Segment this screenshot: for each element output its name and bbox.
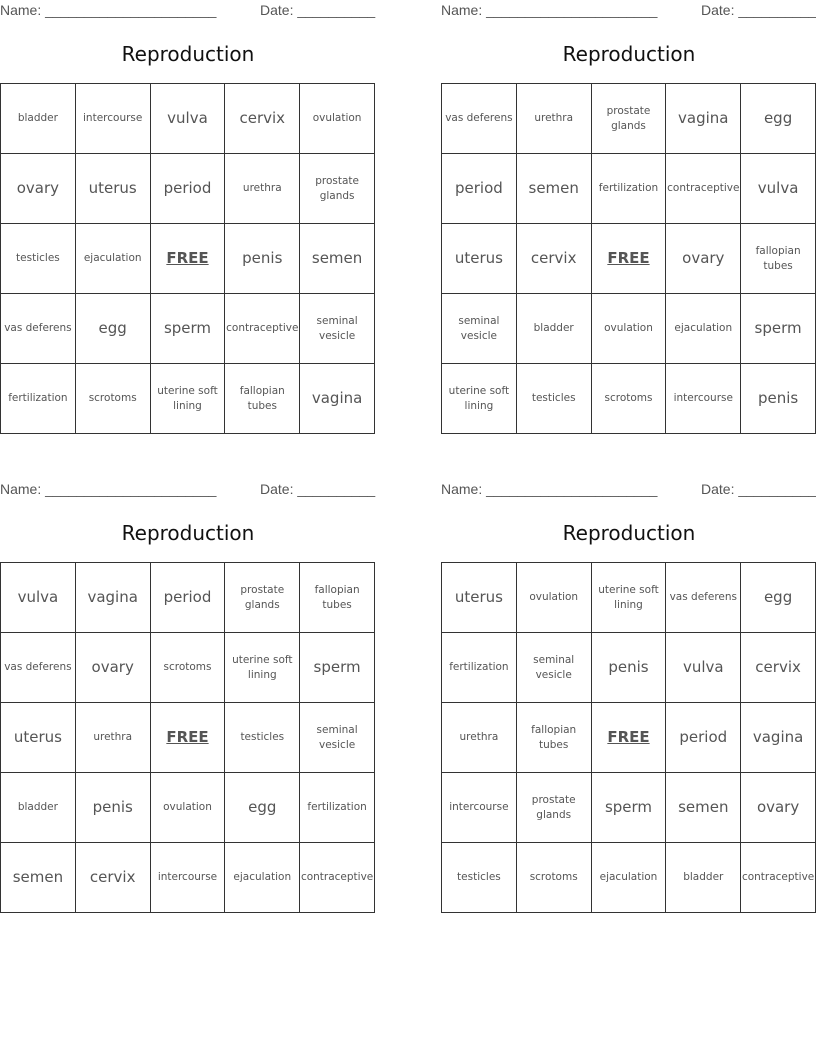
bingo-cell[interactable]: vas deferens — [666, 563, 741, 633]
bingo-cell[interactable]: period — [151, 154, 226, 224]
bingo-cell[interactable]: seminal vesicle — [300, 294, 375, 364]
bingo-card-4 — [441, 479, 816, 919]
bingo-cell[interactable]: fallopian tubes — [300, 563, 375, 633]
bingo-cell[interactable]: penis — [76, 773, 151, 843]
bingo-cell[interactable]: prostate glands — [517, 773, 592, 843]
name-field[interactable]: Name: ______________________ — [0, 481, 217, 497]
bingo-cell[interactable]: scrotoms — [76, 364, 151, 434]
bingo-cell[interactable]: uterine soft lining — [151, 364, 226, 434]
bingo-cell[interactable]: vagina — [76, 563, 151, 633]
bingo-cell[interactable]: contraceptive — [666, 154, 741, 224]
bingo-cell[interactable]: uterus — [76, 154, 151, 224]
bingo-cell[interactable]: intercourse — [666, 364, 741, 434]
bingo-cell[interactable]: sperm — [300, 633, 375, 703]
card-title: Reproduction — [121, 521, 255, 545]
bingo-card-3 — [0, 479, 376, 919]
bingo-cell[interactable]: period — [151, 563, 226, 633]
bingo-cell[interactable]: urethra — [517, 84, 592, 154]
bingo-cell[interactable]: testicles — [442, 843, 517, 913]
bingo-cell[interactable]: ovulation — [592, 294, 667, 364]
bingo-cell[interactable]: cervix — [741, 633, 816, 703]
bingo-cell[interactable]: seminal vesicle — [517, 633, 592, 703]
bingo-cell[interactable]: sperm — [151, 294, 226, 364]
bingo-cell[interactable]: egg — [741, 84, 816, 154]
bingo-cell[interactable]: sperm — [741, 294, 816, 364]
bingo-cell[interactable]: ovary — [741, 773, 816, 843]
bingo-cell[interactable]: intercourse — [442, 773, 517, 843]
bingo-cell[interactable]: ovary — [1, 154, 76, 224]
free-space-cell[interactable]: FREE — [151, 224, 226, 294]
bingo-cell[interactable]: uterine soft lining — [225, 633, 300, 703]
name-date-line — [0, 2, 376, 20]
bingo-cell[interactable]: penis — [592, 633, 667, 703]
date-field[interactable]: Date: __________ — [701, 2, 816, 18]
bingo-cell[interactable]: ovulation — [300, 84, 375, 154]
card-title: Reproduction — [562, 42, 696, 66]
bingo-cell[interactable]: uterus — [442, 224, 517, 294]
free-space-cell[interactable]: FREE — [151, 703, 226, 773]
bingo-cell[interactable]: testicles — [225, 703, 300, 773]
bingo-cell[interactable]: cervix — [76, 843, 151, 913]
bingo-cell[interactable]: prostate glands — [592, 84, 667, 154]
bingo-cell[interactable]: ejaculation — [666, 294, 741, 364]
bingo-cell[interactable]: vulva — [151, 84, 226, 154]
bingo-cell[interactable]: egg — [741, 563, 816, 633]
bingo-cell[interactable]: contraceptive — [225, 294, 300, 364]
name-date-line — [441, 2, 816, 20]
bingo-grid — [0, 562, 375, 913]
bingo-cell[interactable]: fallopian tubes — [741, 224, 816, 294]
bingo-cell[interactable]: urethra — [442, 703, 517, 773]
bingo-card-1 — [0, 0, 376, 440]
bingo-cell[interactable]: contraceptive — [741, 843, 816, 913]
bingo-cell[interactable]: egg — [225, 773, 300, 843]
bingo-cell[interactable]: semen — [300, 224, 375, 294]
date-field[interactable]: Date: __________ — [260, 481, 376, 497]
bingo-cell[interactable]: vagina — [666, 84, 741, 154]
bingo-cell[interactable]: scrotoms — [517, 843, 592, 913]
bingo-cell[interactable]: bladder — [666, 843, 741, 913]
bingo-cell[interactable]: fertilization — [300, 773, 375, 843]
bingo-cell[interactable]: vas deferens — [1, 294, 76, 364]
card-title: Reproduction — [562, 521, 696, 545]
bingo-cell[interactable]: scrotoms — [592, 364, 667, 434]
bingo-cell[interactable]: penis — [741, 364, 816, 434]
bingo-cell[interactable]: ejaculation — [76, 224, 151, 294]
name-field[interactable]: Name: ______________________ — [441, 481, 658, 497]
bingo-cell[interactable]: testicles — [517, 364, 592, 434]
bingo-cell[interactable]: prostate glands — [225, 563, 300, 633]
bingo-cell[interactable]: vulva — [741, 154, 816, 224]
bingo-cell[interactable]: cervix — [225, 84, 300, 154]
name-field[interactable]: Name: ______________________ — [441, 2, 658, 18]
bingo-cell[interactable]: uterine soft lining — [592, 563, 667, 633]
bingo-cell[interactable]: seminal vesicle — [442, 294, 517, 364]
bingo-cell[interactable]: vas deferens — [442, 84, 517, 154]
bingo-cell[interactable]: semen — [517, 154, 592, 224]
card-title: Reproduction — [121, 42, 255, 66]
bingo-cell[interactable]: semen — [1, 843, 76, 913]
bingo-cell[interactable]: contraceptive — [300, 843, 375, 913]
bingo-cell[interactable]: fertilization — [1, 364, 76, 434]
bingo-cell[interactable]: sperm — [592, 773, 667, 843]
bingo-cell[interactable]: vagina — [300, 364, 375, 434]
name-date-line — [441, 481, 816, 499]
bingo-cell[interactable]: intercourse — [151, 843, 226, 913]
bingo-cell[interactable]: urethra — [225, 154, 300, 224]
bingo-cell[interactable]: bladder — [1, 773, 76, 843]
bingo-cell[interactable]: ovulation — [151, 773, 226, 843]
bingo-cell[interactable]: egg — [76, 294, 151, 364]
bingo-cell[interactable]: fertilization — [442, 633, 517, 703]
date-field[interactable]: Date: __________ — [260, 2, 376, 18]
bingo-cell[interactable]: fertilization — [592, 154, 667, 224]
name-field[interactable]: Name: ______________________ — [0, 2, 217, 18]
bingo-cell[interactable]: scrotoms — [151, 633, 226, 703]
bingo-cell[interactable]: fallopian tubes — [225, 364, 300, 434]
bingo-cell[interactable]: ovary — [666, 224, 741, 294]
bingo-cell[interactable]: ovary — [76, 633, 151, 703]
bingo-cell[interactable]: vagina — [741, 703, 816, 773]
bingo-cell[interactable]: vas deferens — [1, 633, 76, 703]
bingo-cell[interactable]: fallopian tubes — [517, 703, 592, 773]
bingo-cell[interactable]: penis — [225, 224, 300, 294]
bingo-cell[interactable]: period — [442, 154, 517, 224]
bingo-cell[interactable]: intercourse — [76, 84, 151, 154]
bingo-cell[interactable]: uterus — [1, 703, 76, 773]
date-field[interactable]: Date: __________ — [701, 481, 816, 497]
bingo-cell[interactable]: prostate glands — [300, 154, 375, 224]
bingo-cell[interactable]: ovulation — [517, 563, 592, 633]
bingo-cell[interactable]: bladder — [1, 84, 76, 154]
bingo-cell[interactable]: vulva — [666, 633, 741, 703]
bingo-card-2 — [441, 0, 816, 440]
bingo-cell[interactable]: ejaculation — [225, 843, 300, 913]
bingo-cell[interactable]: vulva — [1, 563, 76, 633]
bingo-cell[interactable]: bladder — [517, 294, 592, 364]
free-space-cell[interactable]: FREE — [592, 703, 667, 773]
bingo-cell[interactable]: ejaculation — [592, 843, 667, 913]
bingo-cell[interactable]: period — [666, 703, 741, 773]
bingo-cell[interactable]: uterine soft lining — [442, 364, 517, 434]
bingo-cell[interactable]: seminal vesicle — [300, 703, 375, 773]
bingo-cell[interactable]: urethra — [76, 703, 151, 773]
free-space-cell[interactable]: FREE — [592, 224, 667, 294]
bingo-grid — [0, 83, 375, 434]
name-date-line — [0, 481, 376, 499]
bingo-grid — [441, 83, 816, 434]
bingo-grid — [441, 562, 816, 913]
bingo-cell[interactable]: cervix — [517, 224, 592, 294]
bingo-cell[interactable]: testicles — [1, 224, 76, 294]
bingo-cell[interactable]: uterus — [442, 563, 517, 633]
bingo-cell[interactable]: semen — [666, 773, 741, 843]
